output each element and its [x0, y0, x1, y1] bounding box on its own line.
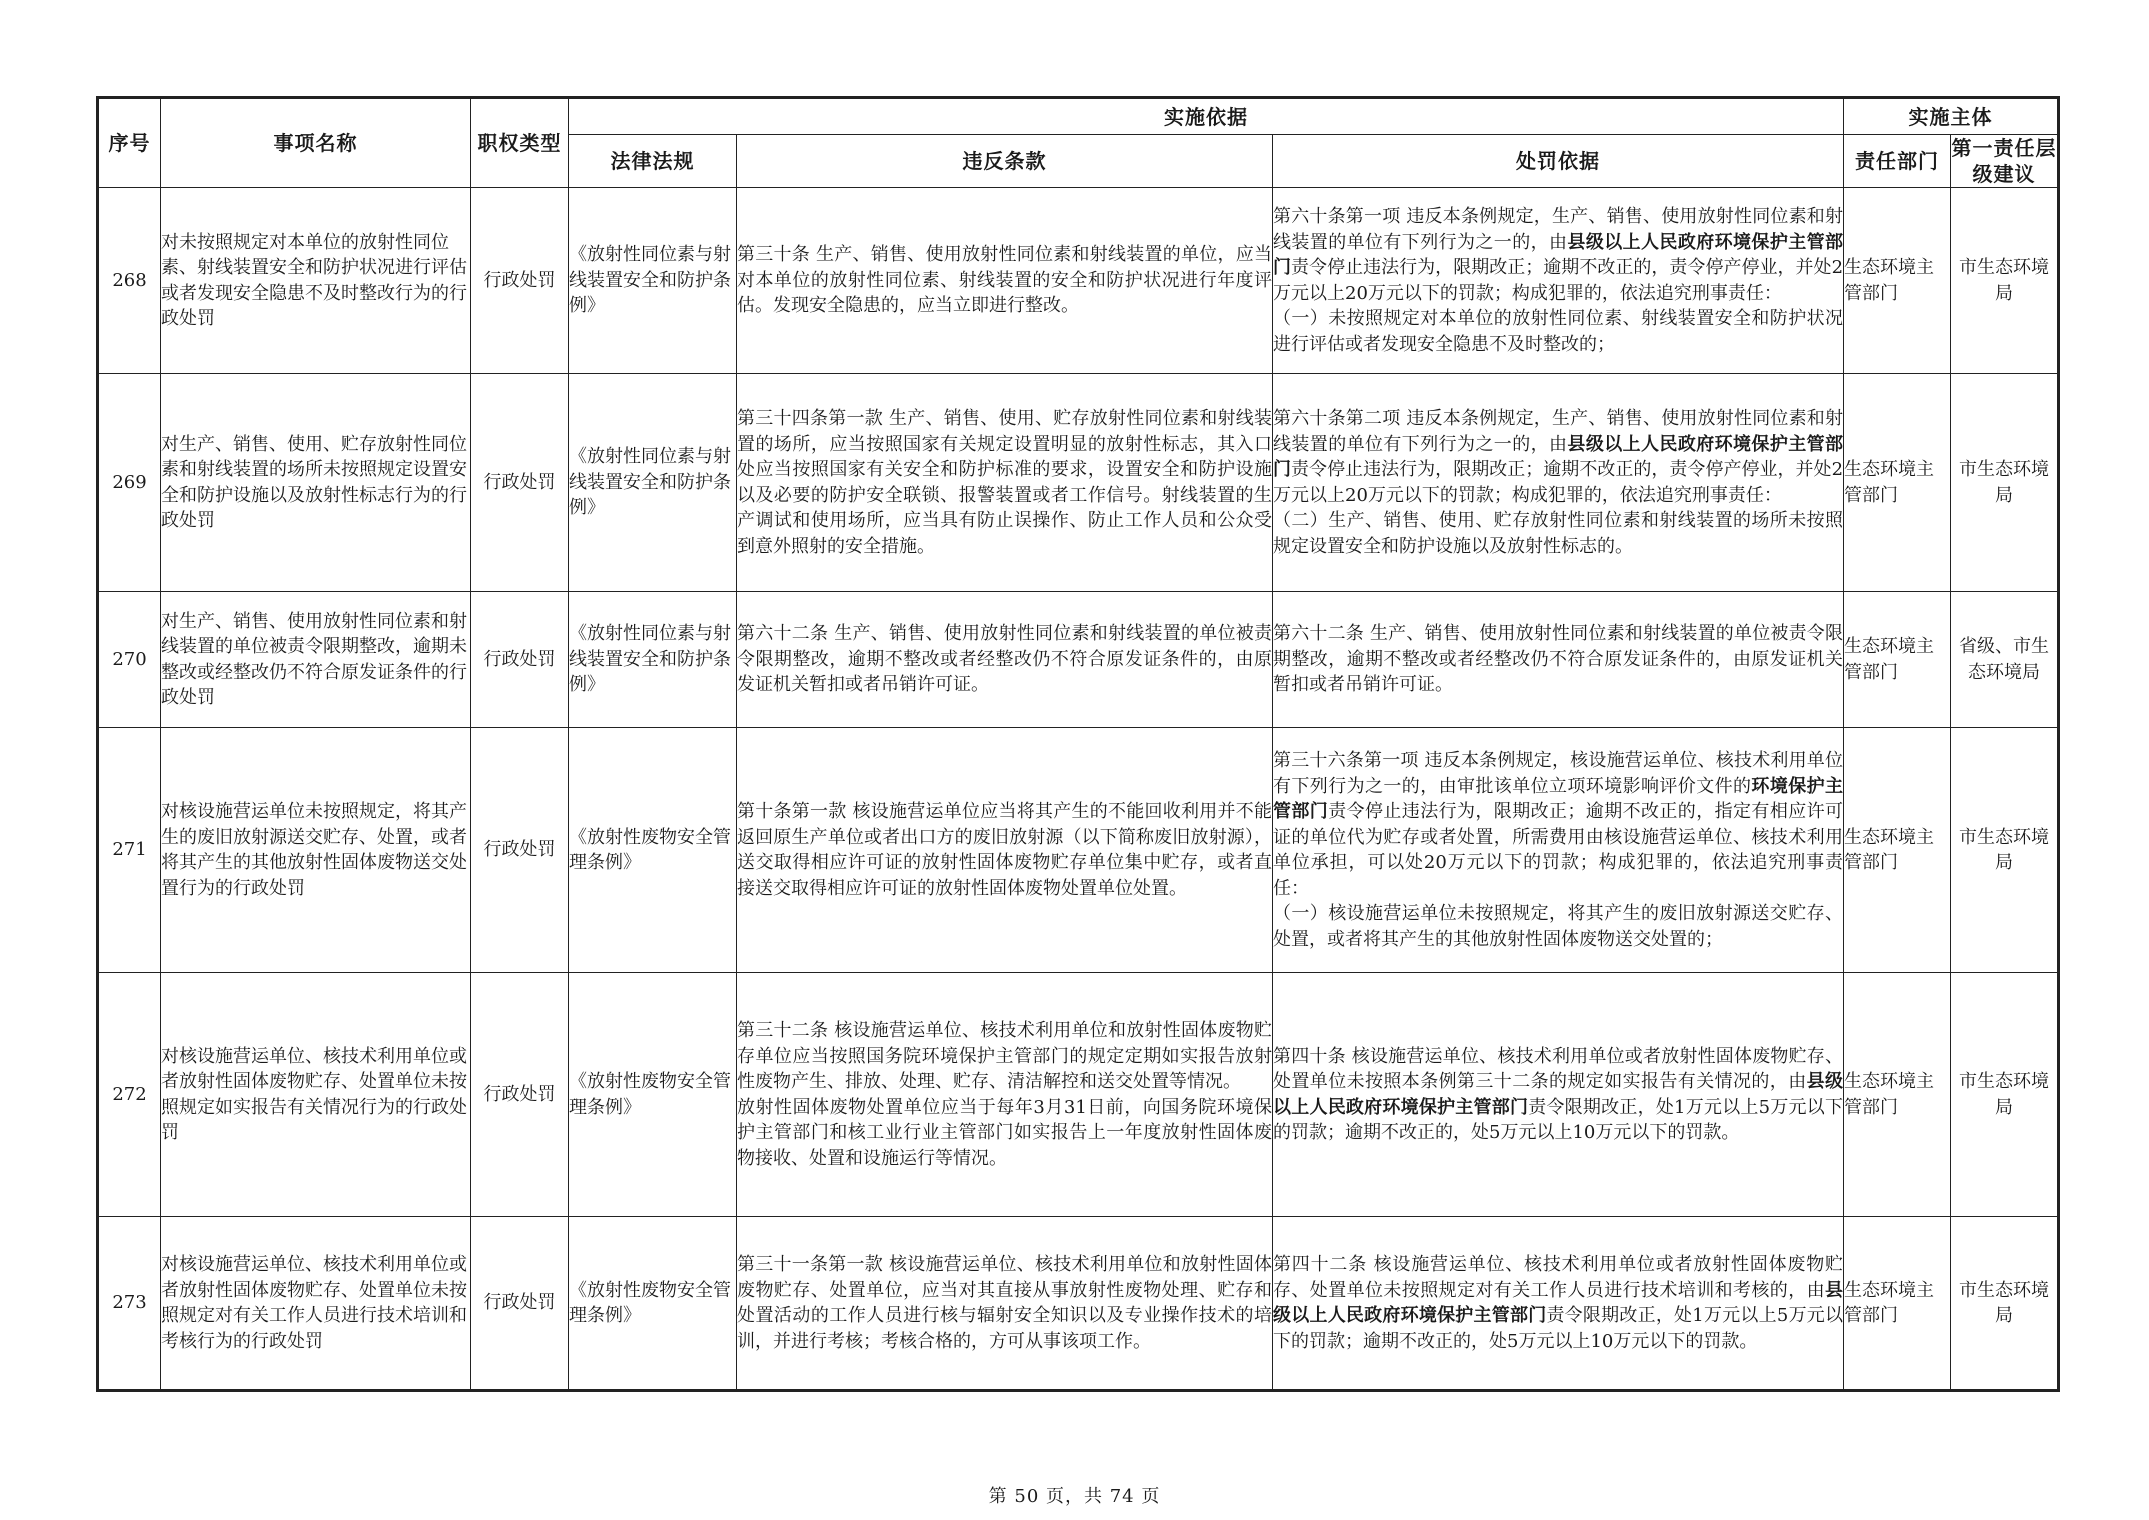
cell-dept: 生态环境主管部门 — [1844, 728, 1951, 973]
cell-dept: 生态环境主管部门 — [1844, 1217, 1951, 1391]
cell-power-type: 行政处罚 — [471, 728, 569, 973]
table-row — [98, 374, 2059, 592]
header-power-type: 职权类型 — [471, 98, 569, 188]
table-row — [98, 188, 2059, 374]
cell-seq: 269 — [98, 374, 161, 592]
cell-law: 《放射性同位素与射线装置安全和防护条例》 — [569, 374, 737, 592]
penalty-authority-bold: 县级以上人民政府环境保护主管部门 — [1273, 1071, 1844, 1118]
cell-violated-clause: 第十条第一款 核设施营运单位应当将其产生的不能回收利用并不能返回原生产单位或者出口方的废旧放射源（以下简称废旧放射源），送交取得相应许可证的放射性固体废物贮存单位集中贮存，或者直接送交取得相应许可证的放射性固体废物处置单位处置。 — [737, 728, 1273, 973]
table-row — [98, 1217, 2059, 1391]
header-violated-clause: 违反条款 — [737, 135, 1273, 188]
penalty-text-pre: 第三十六条第一项 违反本条例规定，核设施营运单位、核技术利用单位有下列行为之一的，由审批该单位立项环境影响评价文件的 — [1273, 750, 1844, 797]
penalty-authority-bold: 县级以上人民政府环境保护主管部门 — [1273, 433, 1844, 480]
table-row — [98, 973, 2059, 1217]
cell-dept: 生态环境主管部门 — [1844, 973, 1951, 1217]
cell-power-type: 行政处罚 — [471, 1217, 569, 1391]
penalty-text-post: 责令停止违法行为，限期改正；逾期不改正的，指定有相应许可证的单位代为贮存或者处置，所需费用由核设施营运单位、核技术利用单位承担，可以处20万元以下的罚款；构成犯罪的，依法追究刑事责任： （一）核设施营运单位未按照规定，将其产生的废旧放射源送交贮存、处置，或者将其产生的其他放射性固体废物送交处置的； — [1273, 801, 1844, 950]
cell-penalty-basis — [1273, 728, 1844, 973]
penalty-text-post: 责令限期改正，处1万元以上5万元以下的罚款；逾期不改正的，处5万元以上10万元以下的罚款。 — [1273, 1096, 1844, 1143]
cell-item-name: 对核设施营运单位、核技术利用单位或者放射性固体废物贮存、处置单位未按照规定对有关工作人员进行技术培训和考核行为的行政处罚 — [161, 1217, 471, 1391]
enforcement-table — [96, 96, 2060, 1392]
cell-seq: 272 — [98, 973, 161, 1217]
cell-level: 市生态环境局 — [1951, 728, 2059, 973]
header-row-1 — [98, 98, 2059, 135]
cell-item-name: 对生产、销售、使用、贮存放射性同位素和射线装置的场所未按照规定设置安全和防护设施以及放射性标志行为的行政处罚 — [161, 374, 471, 592]
cell-power-type: 行政处罚 — [471, 188, 569, 374]
cell-power-type: 行政处罚 — [471, 592, 569, 728]
cell-item-name: 对生产、销售、使用放射性同位素和射线装置的单位被责令限期整改，逾期未整改或经整改仍不符合原发证条件的行政处罚 — [161, 592, 471, 728]
penalty-text-pre: 第四十二条 核设施营运单位、核技术利用单位或者放射性固体废物贮存、处置单位未按照规定对有关工作人员进行技术培训和考核的，由 — [1273, 1254, 1844, 1301]
header-level: 第一责任层级建议 — [1951, 136, 2057, 186]
cell-penalty-basis — [1273, 1217, 1844, 1391]
cell-seq: 271 — [98, 728, 161, 973]
cell-penalty-basis — [1273, 188, 1844, 374]
cell-item-name: 对未按照规定对本单位的放射性同位素、射线装置安全和防护状况进行评估或者发现安全隐患不及时整改行为的行政处罚 — [161, 188, 471, 374]
cell-power-type: 行政处罚 — [471, 374, 569, 592]
cell-item-name: 对核设施营运单位、核技术利用单位或者放射性固体废物贮存、处置单位未按照规定如实报告有关情况行为的行政处罚 — [161, 973, 471, 1217]
cell-penalty-basis — [1273, 374, 1844, 592]
cell-level: 市生态环境局 — [1951, 973, 2059, 1217]
cell-level: 市生态环境局 — [1951, 1217, 2059, 1391]
cell-dept: 生态环境主管部门 — [1844, 374, 1951, 592]
cell-violated-clause: 第三十四条第一款 生产、销售、使用、贮存放射性同位素和射线装置的场所，应当按照国家有关规定设置明显的放射性标志，其入口处应当按照国家有关安全和防护标准的要求，设置安全和防护设施以及必要的防护安全联锁、报警装置或者工作信号。射线装置的生产调试和使用场所，应当具有防止误操作、防止工作人员和公众受到意外照射的安全措施。 — [737, 374, 1273, 592]
penalty-text-pre: 第六十条第一项 违反本条例规定，生产、销售、使用放射性同位素和射线装置的单位有下列行为之一的，由 — [1273, 206, 1844, 253]
cell-violated-clause: 第三十条 生产、销售、使用放射性同位素和射线装置的单位，应当对本单位的放射性同位素、射线装置的安全和防护状况进行年度评估。发现安全隐患的，应当立即进行整改。 — [737, 188, 1273, 374]
cell-dept: 生态环境主管部门 — [1844, 592, 1951, 728]
penalty-text-pre: 第六十条第二项 违反本条例规定，生产、销售、使用放射性同位素和射线装置的单位有下列行为之一的，由 — [1273, 408, 1844, 455]
penalty-authority-bold: 县级以上人民政府环境保护主管部门 — [1273, 231, 1844, 278]
cell-law: 《放射性废物安全管理条例》 — [569, 973, 737, 1217]
cell-law: 《放射性同位素与射线装置安全和防护条例》 — [569, 592, 737, 728]
penalty-authority-bold: 环境保护主管部门 — [1273, 775, 1844, 822]
penalty-authority-bold: 县级以上人民政府环境保护主管部门 — [1273, 1279, 1844, 1326]
cell-violated-clause: 第三十二条 核设施营运单位、核技术利用单位和放射性固体废物贮存单位应当按照国务院环境保护主管部门的规定定期如实报告放射性废物产生、排放、处理、贮存、清洁解控和送交处置等情况。 放射性固体废物处置单位应当于每年3月31日前，向国务院环境保护主管部门和核工业行业主管部门如实报告上一年度放射性固体废物接收、处置和设施运行等情况。 — [737, 973, 1273, 1217]
table-row — [98, 592, 2059, 728]
header-subject-group: 实施主体 — [1844, 98, 2059, 135]
penalty-text-pre: 第六十二条 生产、销售、使用放射性同位素和射线装置的单位被责令限期整改，逾期不整改或者经整改仍不符合原发证条件的，由原发证机关暂扣或者吊销许可证。 — [1273, 623, 1844, 696]
cell-seq: 273 — [98, 1217, 161, 1391]
cell-violated-clause: 第六十二条 生产、销售、使用放射性同位素和射线装置的单位被责令限期整改，逾期不整改或者经整改仍不符合原发证条件的，由原发证机关暂扣或者吊销许可证。 — [737, 592, 1273, 728]
cell-penalty-basis — [1273, 973, 1844, 1217]
penalty-text-post: 责令停止违法行为，限期改正；逾期不改正的，责令停产停业，并处2万元以上20万元以下的罚款；构成犯罪的，依法追究刑事责任： （一）未按照规定对本单位的放射性同位素、射线装置安全和防护状况进行评估或者发现安全隐患不及时整改的； — [1273, 257, 1844, 355]
penalty-text-pre: 第四十条 核设施营运单位、核技术利用单位或者放射性固体废物贮存、处置单位未按照本条例第三十二条的规定如实报告有关情况的，由 — [1273, 1045, 1844, 1092]
header-dept: 责任部门 — [1844, 135, 1951, 188]
cell-law: 《放射性废物安全管理条例》 — [569, 728, 737, 973]
penalty-text-post: 责令停止违法行为，限期改正；逾期不改正的，责令停产停业，并处2万元以上20万元以下的罚款；构成犯罪的，依法追究刑事责任： （二）生产、销售、使用、贮存放射性同位素和射线装置的场所未按照规定设置安全和防护设施以及放射性标志的。 — [1273, 459, 1844, 557]
table-row — [98, 728, 2059, 973]
cell-level: 市生态环境局 — [1951, 188, 2059, 374]
table-body — [98, 188, 2059, 1391]
cell-law: 《放射性同位素与射线装置安全和防护条例》 — [569, 188, 737, 374]
cell-dept: 生态环境主管部门 — [1844, 188, 1951, 374]
cell-item-name: 对核设施营运单位未按照规定，将其产生的废旧放射源送交贮存、处置，或者将其产生的其他放射性固体废物送交处置行为的行政处罚 — [161, 728, 471, 973]
cell-level: 省级、市生态环境局 — [1951, 592, 2059, 728]
cell-seq: 270 — [98, 592, 161, 728]
header-law: 法律法规 — [569, 135, 737, 188]
cell-law: 《放射性废物安全管理条例》 — [569, 1217, 737, 1391]
header-basis-group: 实施依据 — [569, 98, 1844, 135]
cell-power-type: 行政处罚 — [471, 973, 569, 1217]
cell-penalty-basis — [1273, 592, 1844, 728]
cell-violated-clause: 第三十一条第一款 核设施营运单位、核技术利用单位和放射性固体废物贮存、处置单位，应当对其直接从事放射性废物处理、贮存和处置活动的工作人员进行核与辐射安全知识以及专业操作技术的培训，并进行考核；考核合格的，方可从事该项工作。 — [737, 1217, 1273, 1391]
page-footer: 第 50 页，共 74 页 — [988, 1486, 1161, 1507]
cell-level: 市生态环境局 — [1951, 374, 2059, 592]
header-seq: 序号 — [98, 98, 161, 188]
penalty-text-post: 责令限期改正，处1万元以上5万元以下的罚款；逾期不改正的，处5万元以上10万元以下的罚款。 — [1273, 1305, 1844, 1352]
cell-seq: 268 — [98, 188, 161, 374]
header-penalty-basis: 处罚依据 — [1273, 135, 1844, 188]
header-item-name: 事项名称 — [161, 98, 471, 188]
